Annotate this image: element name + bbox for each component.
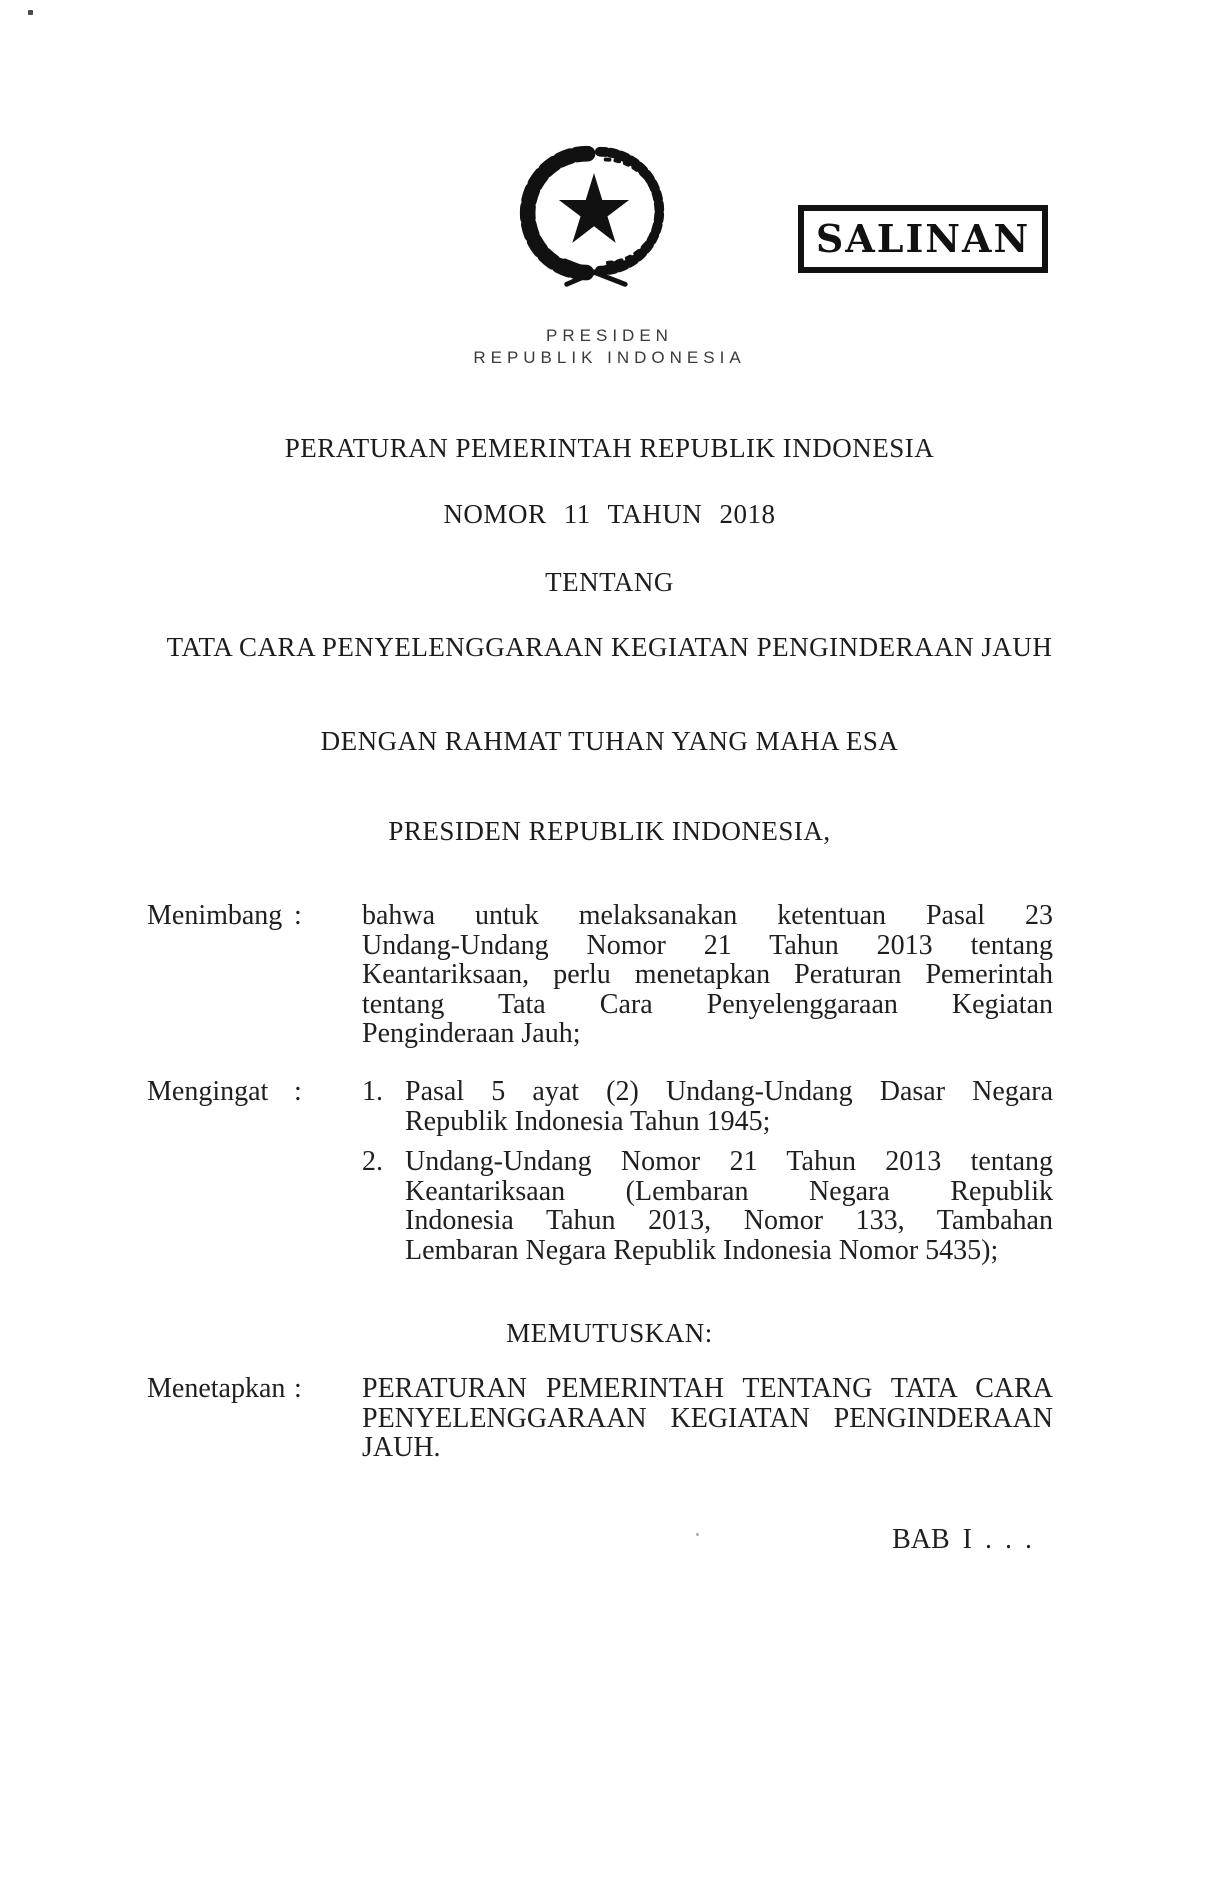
text-line: Undang-Undang Nomor 21 Tahun 2013 tentang [405, 1146, 1053, 1177]
text-line: Undang-Undang Nomor 21 Tahun 2013 tentang [362, 929, 1053, 961]
text-line: bahwa untuk melaksanakan ketentuan Pasal 23 [362, 900, 1053, 931]
text-line: PERATURAN PEMERINTAH TENTANG TATA CARA [362, 1373, 1053, 1404]
star-glyph [559, 173, 629, 243]
legal-basis-item-text [405, 1147, 1053, 1265]
invocation-line: DENGAN RAHMAT TUHAN YANG MAHA ESA [320, 726, 899, 756]
text-line: Indonesia Tahun 2013, Nomor 133, Tambahan [405, 1205, 1053, 1236]
letterhead-presiden: PRESIDEN [546, 326, 673, 345]
continuation-catchword: BAB I . . . [892, 1524, 1032, 1555]
legal-basis-item-text [405, 1077, 1053, 1136]
text-line: Keantariksaan, perlu menetapkan Peraturan Pemerintah [362, 959, 1053, 990]
authority-line: PRESIDEN REPUBLIK INDONESIA, [388, 816, 831, 846]
text-line: Keantariksaan (Lembaran Negara Republik [405, 1175, 1053, 1207]
item-number: 2. [362, 1146, 383, 1177]
letterhead-republik-indonesia: REPUBLIK INDONESIA [473, 348, 746, 367]
menetapkan-text [362, 1374, 1053, 1463]
scan-artifact-dot [28, 10, 33, 15]
text-line: Pasal 5 ayat (2) Undang-Undang Dasar Negara [405, 1076, 1053, 1107]
memutuskan-heading: MEMUTUSKAN: [506, 1318, 713, 1348]
enactment-clause [147, 1374, 1053, 1474]
text-line: tentang Tata Cara Penyelenggaraan Kegiatan [362, 988, 1053, 1020]
mengingat-label: Mengingat [147, 1076, 269, 1107]
menimbang-text [362, 901, 1053, 1049]
menimbang-colon: : [294, 900, 302, 931]
text-line: PENYELENGGARAAN KEGIATAN PENGINDERAAN [362, 1402, 1053, 1434]
text-line: Penginderaan Jauh; [362, 1018, 581, 1049]
mengingat-colon: : [294, 1076, 302, 1107]
salinan-stamp-label: SALINAN [815, 216, 1031, 261]
menetapkan-label: Menetapkan [147, 1373, 286, 1404]
menimbang-label: Menimbang [147, 900, 283, 931]
state-emblem-star-wreath-icon [516, 140, 672, 296]
menetapkan-colon: : [294, 1373, 302, 1404]
text-line: Republik Indonesia Tahun 1945; [405, 1105, 771, 1137]
tentang-label: TENTANG [545, 567, 674, 597]
item-number: 1. [362, 1076, 383, 1107]
text-line: Lembaran Negara Republik Indonesia Nomor 5435); [405, 1234, 999, 1266]
legal-basis-clause [147, 1077, 1053, 1287]
regulation-title: PERATURAN PEMERINTAH REPUBLIK INDONESIA [284, 433, 935, 463]
salinan-copy-stamp [798, 205, 1048, 273]
text-line: JAUH. [362, 1432, 441, 1463]
regulation-number: NOMOR 11 TAHUN 2018 [443, 499, 776, 529]
regulation-subject: TATA CARA PENYELENGGARAAN KEGIATAN PENGINDERAAN JAUH [166, 632, 1053, 662]
considerations-clause [147, 901, 1053, 1061]
scan-artifact-dot [696, 1533, 699, 1536]
